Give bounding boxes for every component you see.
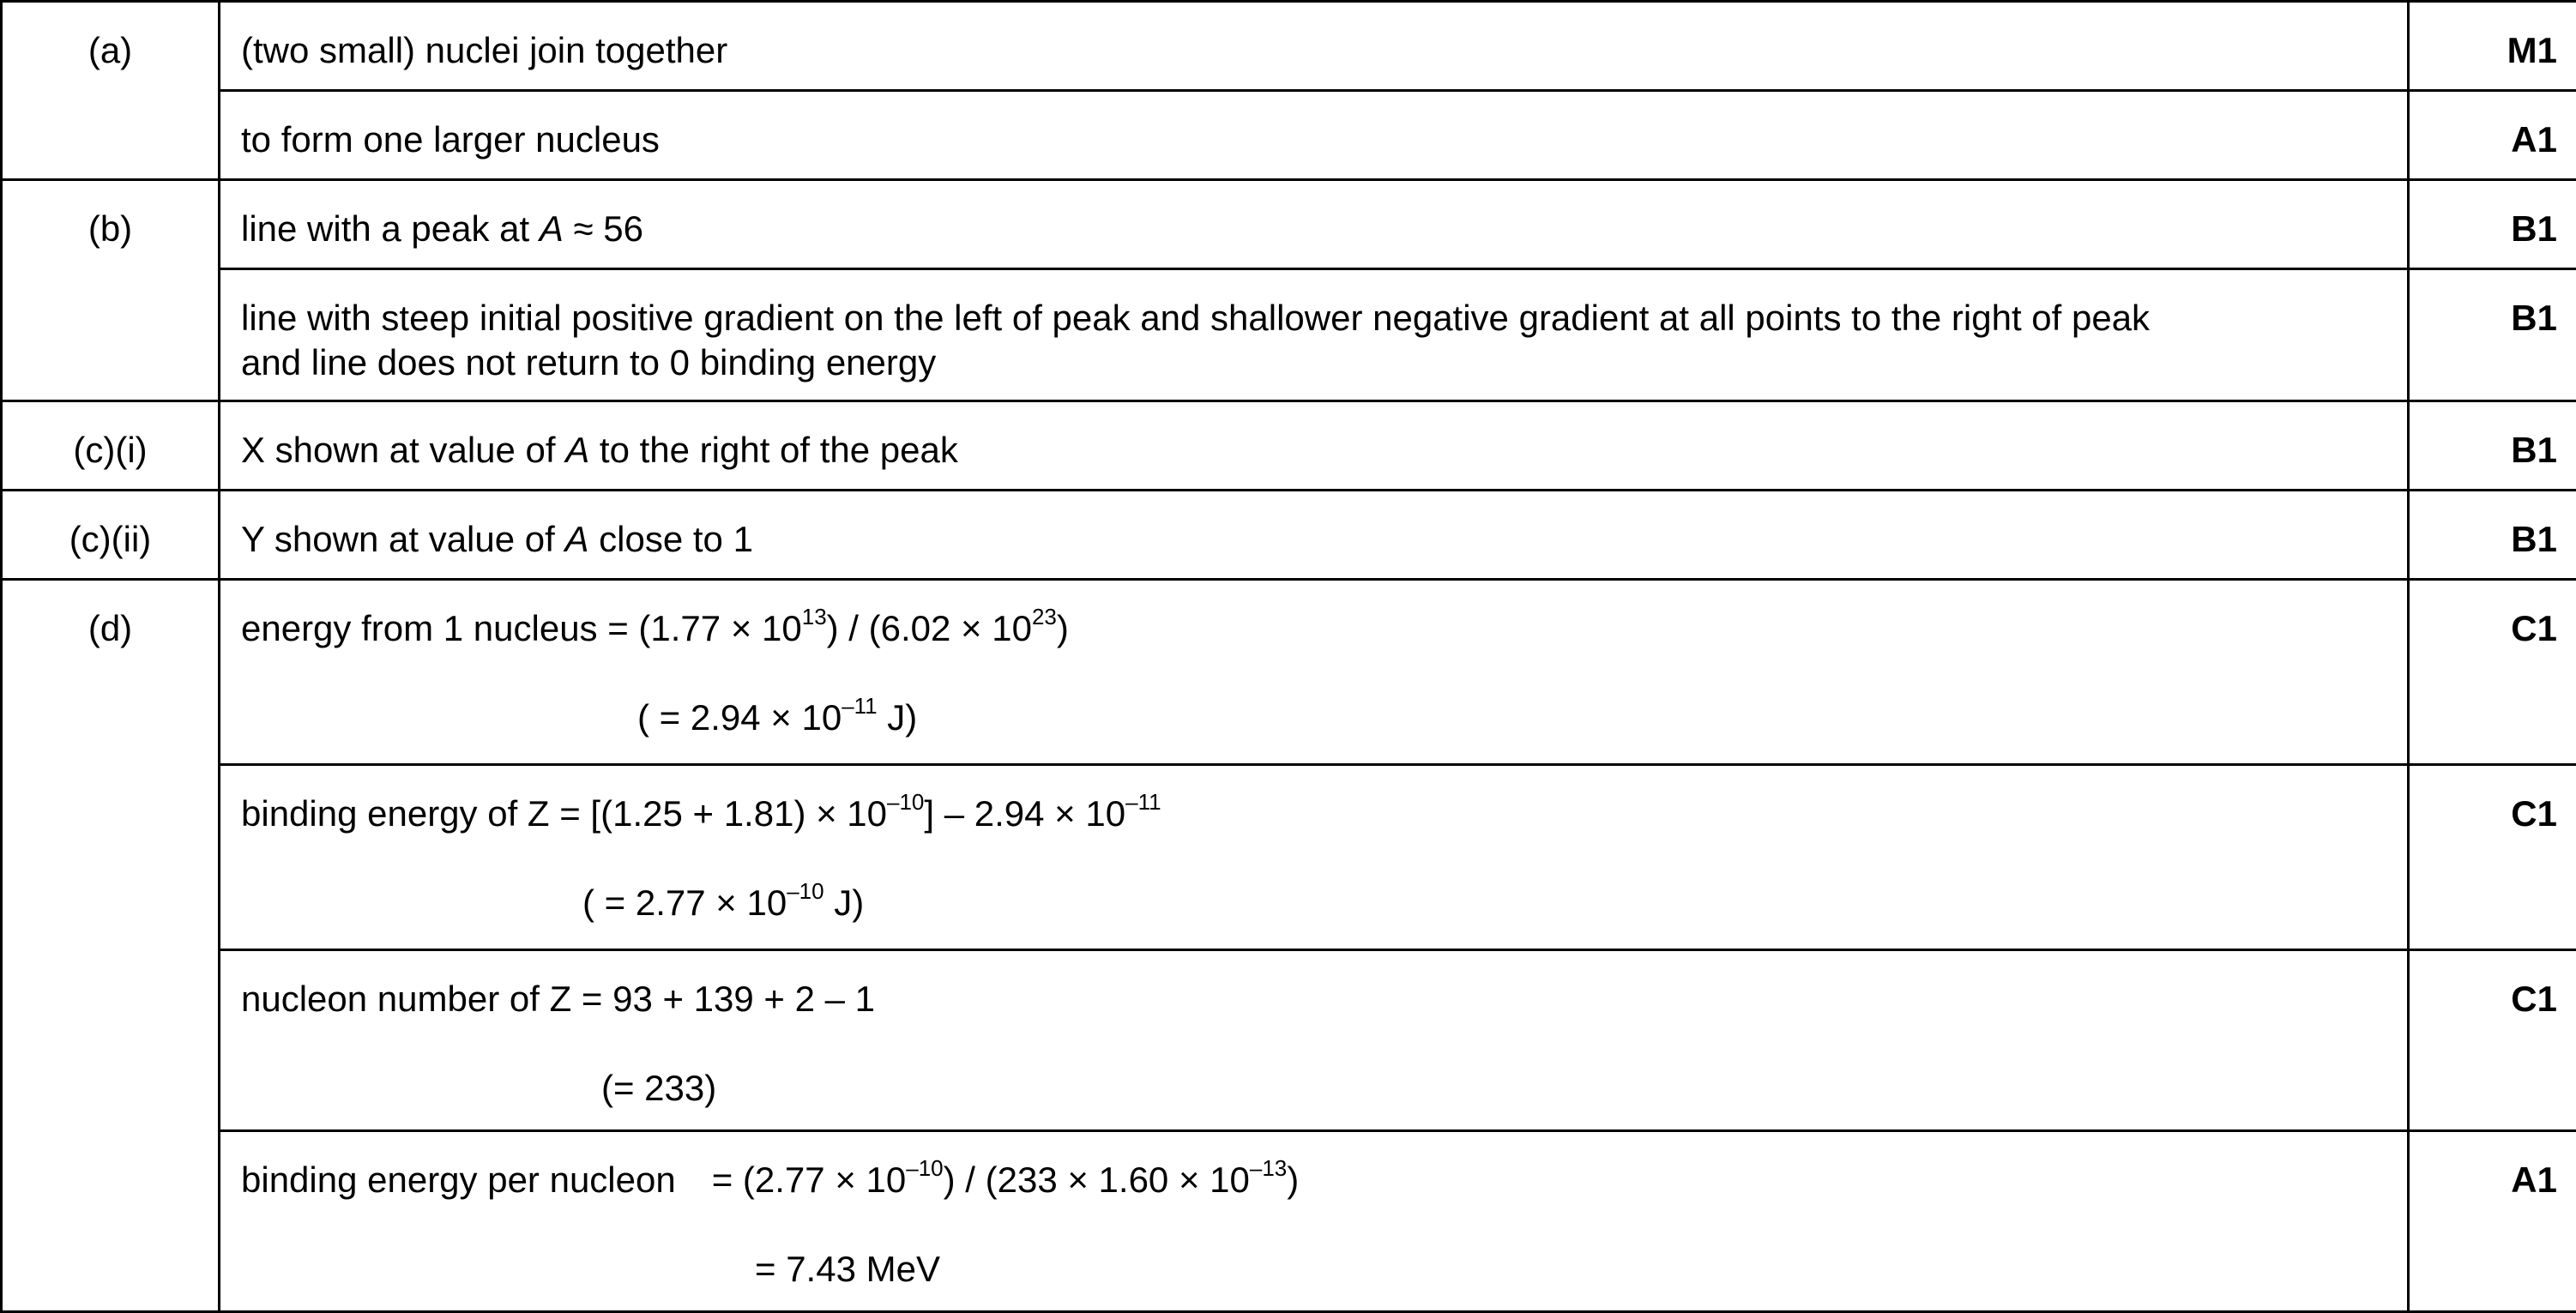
table-row: [2, 580, 2576, 765]
mark-code: C1: [2409, 765, 2576, 950]
table-row: [2, 180, 2576, 269]
answer-text-post: to the right of the peak: [589, 430, 958, 470]
answer-text-post: close to 1: [588, 519, 752, 559]
question-part: (a): [2, 2, 220, 180]
answer-text: [220, 580, 2409, 765]
answer-text: (two small) nuclei join together: [220, 2, 2409, 91]
working-line-2: = 7.43 MeV: [241, 1247, 2386, 1292]
table-row: [2, 269, 2576, 401]
answer-text: [220, 180, 2409, 269]
mark-code: M1: [2409, 2, 2576, 91]
mark-code: A1: [2409, 1131, 2576, 1312]
table-row: [2, 401, 2576, 491]
answer-text: [220, 269, 2409, 401]
working-line-1: binding energy per nucleon = $(2.77 \times 10^{-10}) / (233 \times 1.60 \times 10^{-13})$: [241, 1159, 1299, 1200]
mark-code: A1: [2409, 91, 2576, 180]
working-line-2: (= 233): [241, 1066, 2386, 1111]
table-row: [2, 2, 2576, 91]
table-row: [2, 950, 2576, 1131]
variable-a: A: [540, 208, 564, 249]
variable-a: A: [565, 430, 589, 470]
working-line-1: nucleon number of Z = 93 + 139 + 2 – 1: [241, 979, 875, 1019]
variable-a: A: [564, 519, 588, 559]
mark-code: C1: [2409, 580, 2576, 765]
mark-code: B1: [2409, 180, 2576, 269]
answer-text-pre: Y shown at value of: [241, 519, 564, 559]
table-row: [2, 765, 2576, 950]
working-line-1: binding energy of $Z = [(1.25 + 1.81) \times 10^{-10}] - 2.94 \times 10^{-11}$: [241, 793, 1161, 834]
answer-text: to form one larger nucleus: [220, 91, 2409, 180]
working-line-2: ( = $2.94 \times 10^{-11}$ J): [241, 696, 2386, 740]
answer-text: [220, 765, 2409, 950]
answer-text: [220, 401, 2409, 491]
question-part: (c)(ii): [2, 491, 220, 580]
answer-line-2: and line does not return to 0 binding energy: [241, 342, 936, 382]
table-row: [2, 91, 2576, 180]
answer-text-pre: X shown at value of: [241, 430, 565, 470]
working-line-1: energy from 1 nucleus = $(1.77 \times 10^{13}) / (6.02 \times 10^{23})$: [241, 608, 1069, 648]
mark-code: B1: [2409, 491, 2576, 580]
mark-code: C1: [2409, 950, 2576, 1131]
mark-code: B1: [2409, 269, 2576, 401]
answer-text: [220, 950, 2409, 1131]
table-row: [2, 1131, 2576, 1312]
working-line-2: ( = $2.77 \times 10^{-10}$ J): [241, 881, 2386, 925]
question-part: (d): [2, 580, 220, 1312]
answer-text: [220, 491, 2409, 580]
answer-line-1: line with steep initial positive gradient on the left of peak and shallower negative gradient at all points to the right of peak: [241, 298, 2150, 338]
question-part: (b): [2, 180, 220, 401]
question-part: (c)(i): [2, 401, 220, 491]
answer-text: [220, 1131, 2409, 1312]
mark-code: B1: [2409, 401, 2576, 491]
table-row: [2, 491, 2576, 580]
answer-text-post: ≈ 56: [564, 208, 643, 249]
answer-text-pre: line with a peak at: [241, 208, 540, 249]
